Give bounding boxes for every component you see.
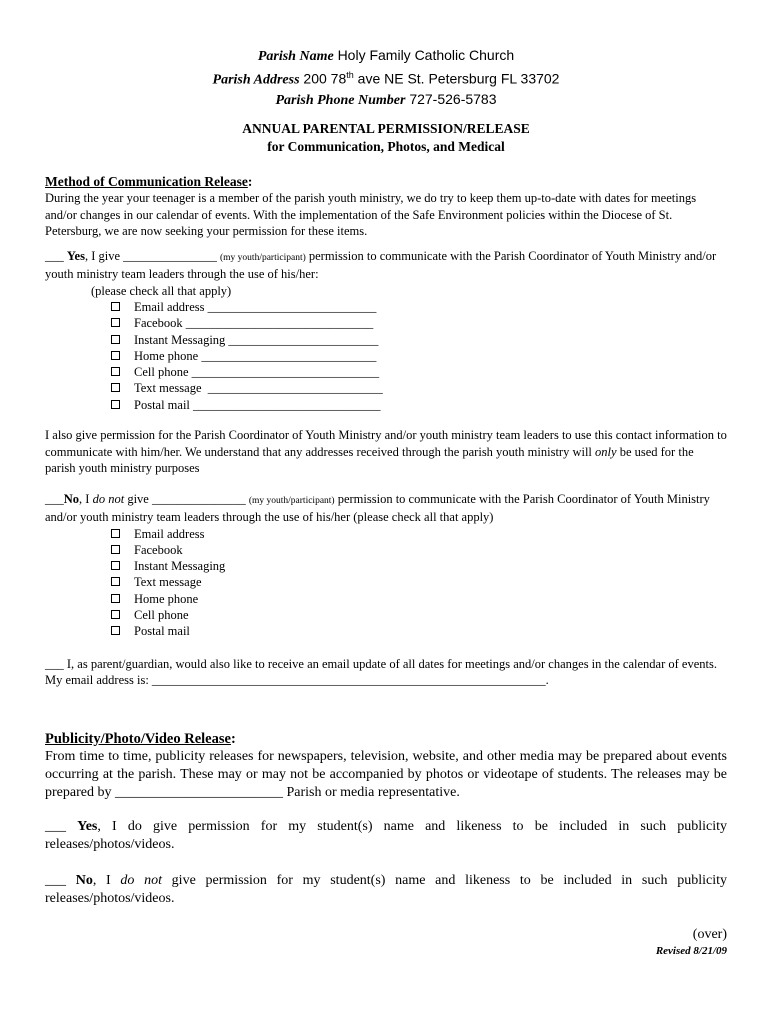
publicity-no-do-not: do not (120, 873, 162, 888)
guardian-email-paragraph: ___ I, as parent/guardian, would also like to receive an email update of all dates for meetings and/or changes in the calendar of events. My email address is: _______________________________________________________________. (45, 656, 717, 688)
also-text-2: be used for the parish youth ministry purposes (45, 444, 694, 476)
checkbox-icon[interactable] (111, 367, 120, 376)
yes-item-label: Postal mail ______________________________ (134, 397, 381, 412)
also-permission-paragraph (45, 427, 727, 477)
no-item-label: Email address (134, 526, 205, 541)
address-superscript: th (346, 70, 354, 80)
yes-blank[interactable]: ___ (45, 248, 67, 263)
checkbox-icon[interactable] (111, 351, 120, 360)
parish-address-value: 200 78 (303, 70, 347, 87)
communication-intro: During the year your teenager is a member of the parish youth ministry, we do try to keep them up-to-date with dates for meetings and/or changes in our calendar of events. With the implementation of the Safe Environment policies within the Diocese of St. Petersburg, we are now seeking your permission for these items. (45, 191, 697, 238)
checkbox-icon[interactable] (111, 561, 120, 570)
page-footer (45, 926, 727, 959)
checkbox-icon[interactable] (111, 545, 120, 554)
no-item-label: Cell phone (134, 608, 189, 623)
also-only: only (595, 444, 617, 459)
no-item-label: Instant Messaging (134, 559, 226, 574)
publicity-no-text-1: , I (92, 873, 121, 888)
yes-word: Yes (66, 248, 85, 263)
checkbox-icon[interactable] (111, 335, 120, 344)
no-item (111, 623, 727, 639)
publicity-heading-colon: : (230, 731, 236, 747)
yes-item (111, 364, 727, 380)
no-item (111, 591, 727, 607)
no-item-label: Facebook (134, 542, 183, 557)
no-item-label: Text message (134, 575, 202, 590)
publicity-no-text-2: give permission for my student(s) name and likeness to be included in such publicity releases/photos/videos. (45, 873, 727, 906)
publicity-section (45, 730, 727, 908)
no-item (111, 526, 727, 542)
yes-item-label: Email address ___________________________ (134, 300, 377, 314)
no-item (111, 542, 727, 558)
no-text-1: , I (79, 491, 93, 506)
publicity-yes-paragraph (45, 818, 727, 854)
parish-phone-label: Parish Phone Number (275, 92, 406, 108)
yes-item-label: Home phone ____________________________ (134, 348, 377, 363)
communication-heading (45, 173, 727, 190)
publicity-yes-blank[interactable]: ___ (45, 819, 78, 834)
no-item-label: Postal mail (134, 624, 190, 639)
parish-address-line (45, 66, 727, 90)
publicity-yes-word: Yes (77, 819, 98, 834)
yes-item-label: Facebook ______________________________ (134, 316, 374, 331)
publicity-yes-text: , I do give permission for my student(s) name and likeness to be included in such publicity releases/photos/videos. (45, 819, 727, 852)
over-note: (over) (692, 927, 727, 942)
no-item-label: Home phone (134, 591, 199, 606)
communication-no-paragraph (45, 491, 727, 526)
yes-item-label: Text message ____________________________ (134, 381, 383, 396)
parish-header (45, 46, 727, 110)
checkbox-icon[interactable] (111, 318, 120, 327)
publicity-heading (45, 730, 727, 748)
checkbox-icon[interactable] (111, 577, 120, 586)
no-contact-list (45, 526, 727, 640)
communication-heading-text: Method of Communication Release (45, 174, 248, 189)
publicity-intro: From time to time, publicity releases for newspapers, television, website, and other media may be prepared about events occurring at the parish. These may or may not be accompanied by photos or videotape of students. The releases may be prepared by ________________________ Parish or media representative. (45, 749, 727, 800)
checkbox-icon[interactable] (111, 383, 120, 392)
yes-item (111, 380, 727, 396)
revised-date: Revised 8/21/09 (655, 945, 727, 957)
yes-item (111, 397, 727, 413)
also-text-1: I also give permission for the Parish Coordinator of Youth Ministry and/or youth ministry team leaders to use this contact information to communicate with him/her. We understand that any addresses received through the parish youth ministry will (45, 428, 727, 459)
publicity-heading-text: Publicity/Photo/Video Release (45, 731, 231, 747)
parish-name-line (45, 46, 727, 66)
yes-item-label: Cell phone ______________________________ (134, 365, 380, 380)
no-item (111, 607, 727, 623)
no-item (111, 574, 727, 590)
no-item (111, 558, 727, 574)
checkbox-icon[interactable] (111, 626, 120, 635)
no-text-3: permission to communicate with the Parish Coordinator of Youth Ministry and/or youth ministry team leaders through the use of his/her (please check all that apply) (45, 491, 710, 525)
checkbox-icon[interactable] (111, 610, 120, 619)
yes-item-label: Instant Messaging ________________________ (134, 332, 379, 347)
no-small-note: (my youth/participant) (248, 495, 335, 506)
yes-text-1: , I give _______________ (84, 248, 220, 263)
yes-contact-list (45, 299, 727, 413)
parish-name-value: Holy Family Catholic Church (337, 47, 515, 63)
yes-item (111, 299, 727, 315)
yes-text-2: permission to communicate with the Parish Coordinator of Youth Ministry and/or youth ministry team leaders through the use of his/her: (45, 248, 717, 281)
checkbox-icon[interactable] (111, 302, 120, 311)
parish-name-label: Parish Name (257, 49, 334, 64)
checkbox-icon[interactable] (111, 529, 120, 538)
publicity-no-blank[interactable]: ___ (45, 873, 76, 888)
yes-item (111, 315, 727, 331)
no-word: No (63, 491, 80, 506)
parish-address-label: Parish Address (212, 72, 300, 88)
checkbox-icon[interactable] (111, 400, 120, 409)
no-text-2: give _______________ (124, 491, 249, 506)
publicity-no-paragraph (45, 872, 727, 908)
parish-phone-value: 727-526-5783 (409, 90, 497, 107)
title-line-2: for Communication, Photos, and Medical (267, 139, 505, 154)
checkbox-icon[interactable] (111, 594, 120, 603)
communication-section (45, 173, 727, 689)
yes-item (111, 332, 727, 348)
check-note: (please check all that apply) (91, 283, 232, 298)
form-title (45, 120, 727, 156)
publicity-no-word: No (75, 873, 93, 888)
communication-yes-paragraph (45, 248, 727, 283)
yes-item (111, 348, 727, 364)
no-do-not: do not (92, 491, 125, 506)
yes-small-note: (my youth/participant) (220, 252, 306, 263)
parish-phone-line (45, 90, 727, 110)
no-blank[interactable]: ___ (45, 491, 64, 506)
parish-address-rest: ave NE St. Petersburg FL 33702 (353, 70, 560, 87)
title-line-1: ANNUAL PARENTAL PERMISSION/RELEASE (242, 121, 530, 136)
communication-heading-colon: : (247, 174, 253, 189)
